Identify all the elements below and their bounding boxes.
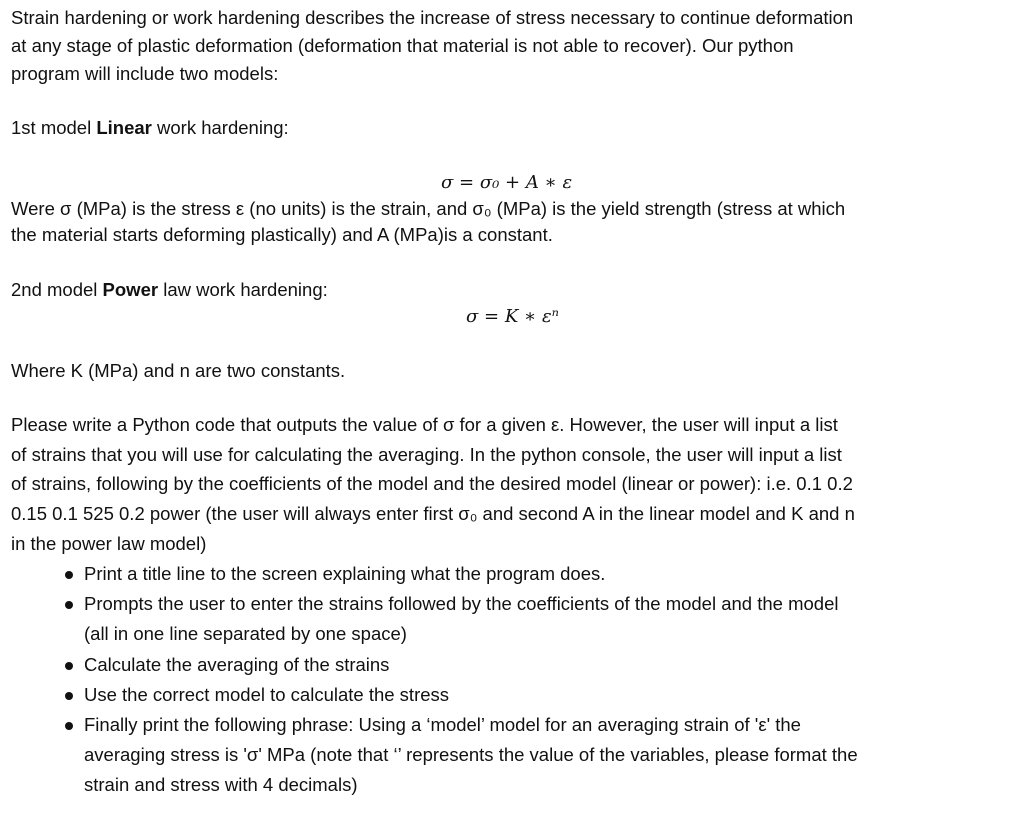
list-item-continuation: strain and stress with 4 decimals) — [84, 774, 358, 795]
model1-heading: 1st model Linear work hardening: — [11, 117, 289, 138]
model1-desc-line-2: the material starts deforming plastically) and A (MPa)is a constant. — [11, 224, 553, 245]
intro-line-2: at any stage of plastic deformation (deformation that material is not able to recover). Our python — [11, 35, 794, 56]
list-item-continuation: (all in one line separated by one space) — [84, 623, 407, 644]
bullet-icon — [65, 722, 73, 730]
list-item: Print a title line to the screen explaining what the program does. — [84, 563, 606, 584]
bullet-icon — [65, 601, 73, 609]
model1-heading-bold: Linear — [96, 117, 152, 138]
model2-heading-bold: Power — [102, 279, 159, 300]
model1-desc-line-1: Were σ (MPa) is the stress ε (no units) is the strain, and σ₀ (MPa) is the yield strength (stress at which — [11, 198, 846, 219]
task-line-1: Please write a Python code that outputs the value of σ for a given ε. However, the user will input a list — [11, 414, 838, 435]
list-item-continuation: averaging stress is 'σ' MPa (note that ‘’ represents the value of the variables, please format the — [84, 744, 858, 765]
list-item: Prompts the user to enter the strains followed by the coefficients of the model and the model — [84, 593, 839, 614]
bullet-icon — [65, 692, 73, 700]
model2-heading: 2nd model Power law work hardening: — [11, 279, 328, 300]
task-line-5: in the power law model) — [11, 533, 207, 554]
task-line-4: 0.15 0.1 525 0.2 power (the user will always enter first σ₀ and second A in the linear model and K and n — [11, 503, 855, 524]
intro-line-3: program will include two models: — [11, 63, 279, 84]
list-item: Finally print the following phrase: Using a ‘model’ model for an averaging strain of 'ε' the — [84, 714, 801, 735]
list-item: Use the correct model to calculate the stress — [84, 684, 450, 705]
task-line-3: of strains, following by the coefficients of the model and the desired model (linear or power): i.e. 0.1 0.2 — [11, 473, 853, 494]
intro-line-1: Strain hardening or work hardening describes the increase of stress necessary to continue deformation — [11, 7, 854, 28]
model1-formula: σ = σ₀ + A ∗ ε — [441, 172, 573, 193]
model2-formula: σ = K ∗ εⁿ — [466, 306, 559, 327]
list-item: Calculate the averaging of the strains — [84, 654, 390, 675]
bullet-icon — [65, 662, 73, 670]
task-line-2: of strains that you will use for calculating the averaging. In the python console, the user will input a list — [11, 444, 842, 465]
bullet-icon — [65, 571, 73, 579]
model2-desc: Where K (MPa) and n are two constants. — [11, 360, 346, 381]
